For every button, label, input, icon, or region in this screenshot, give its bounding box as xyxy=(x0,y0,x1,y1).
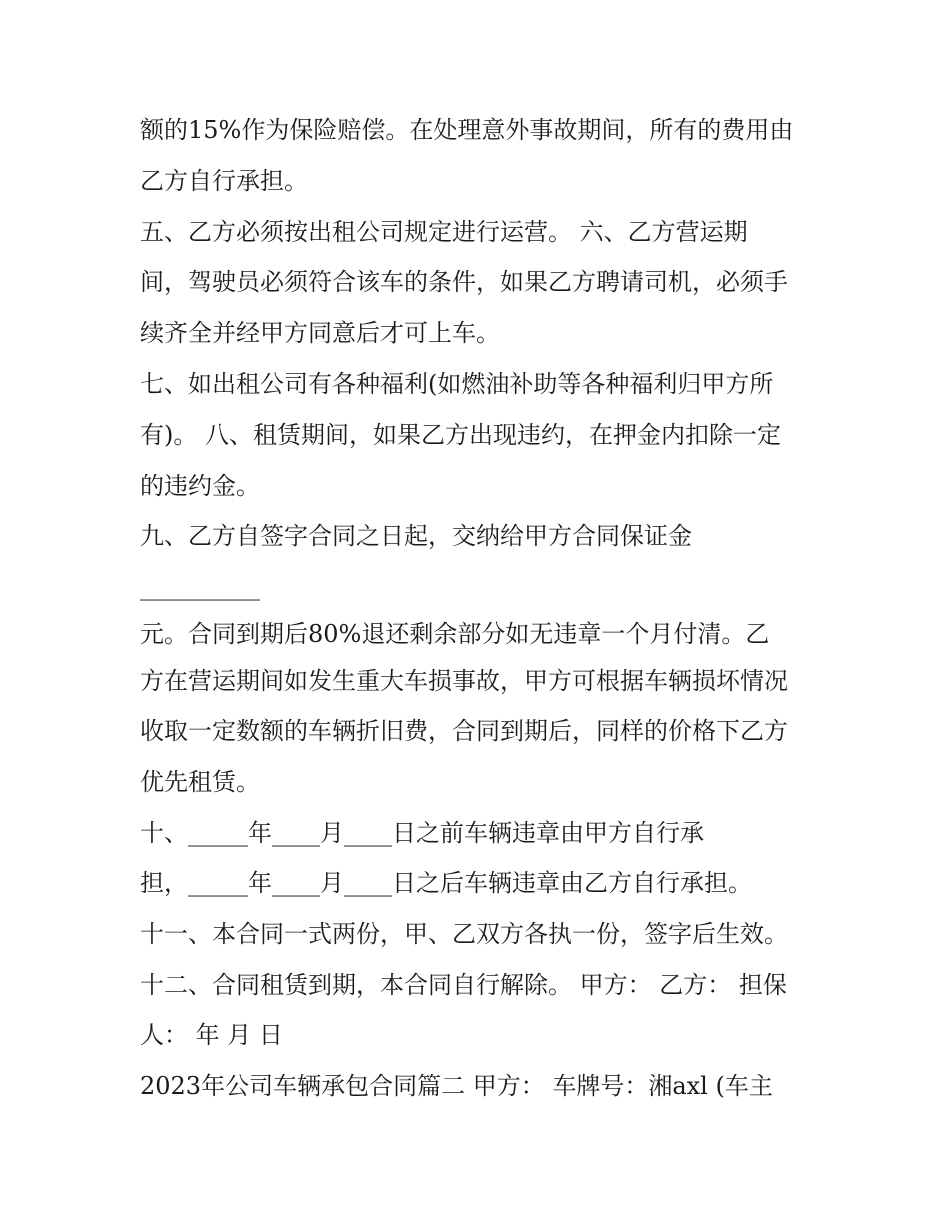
text-line: 额的15%作为保险赔偿。在处理意外事故期间，所有的费用由 xyxy=(140,116,794,144)
text-line: 优先租赁。 xyxy=(140,768,260,796)
text-line: 五、乙方必须按出租公司规定进行运营。 六、乙方营运期 xyxy=(140,218,748,246)
text-line: 收取一定数额的车辆折旧费，合同到期后，同样的价格下乙方 xyxy=(140,717,788,745)
text-line: 十、_____年____月____日之前车辆违章由甲方自行承 xyxy=(140,819,704,847)
text-line: 担，_____年____月____日之后车辆违章由乙方自行承担。 xyxy=(140,869,752,897)
text-line: 十一、本合同一式两份，甲、乙双方各执一份，签字后生效。 xyxy=(140,920,788,948)
text-line: 2023年公司车辆承包合同篇二 甲方： 车牌号：湘axl (车主 xyxy=(140,1072,773,1100)
text-line: 间，驾驶员必须符合该车的条件，如果乙方聘请司机，必须手 xyxy=(140,268,788,296)
text-line: 元。合同到期后80%退还剩余部分如无违章一个月付清。乙 xyxy=(140,620,770,648)
text-line: 方在营运期间如发生重大车损事故，甲方可根据车辆损坏情况 xyxy=(140,667,788,695)
text-line: 乙方自行承担。 xyxy=(140,167,308,195)
blank-underline: __________ xyxy=(140,573,260,601)
text-line: 人： 年 月 日 xyxy=(140,1021,283,1049)
text-line: 有)。 八、租赁期间，如果乙方出现违约，在押金内扣除一定 xyxy=(140,421,781,449)
text-line: 续齐全并经甲方同意后才可上车。 xyxy=(140,319,500,347)
text-line: 十二、合同租赁到期，本合同自行解除。 甲方： 乙方： 担保 xyxy=(140,971,787,999)
text-line: 九、乙方自签字合同之日起，交纳给甲方合同保证金 xyxy=(140,522,692,550)
text-line: 七、如出租公司有各种福利(如燃油补助等各种福利归甲方所 xyxy=(140,370,774,398)
text-line: 的违约金。 xyxy=(140,472,260,500)
